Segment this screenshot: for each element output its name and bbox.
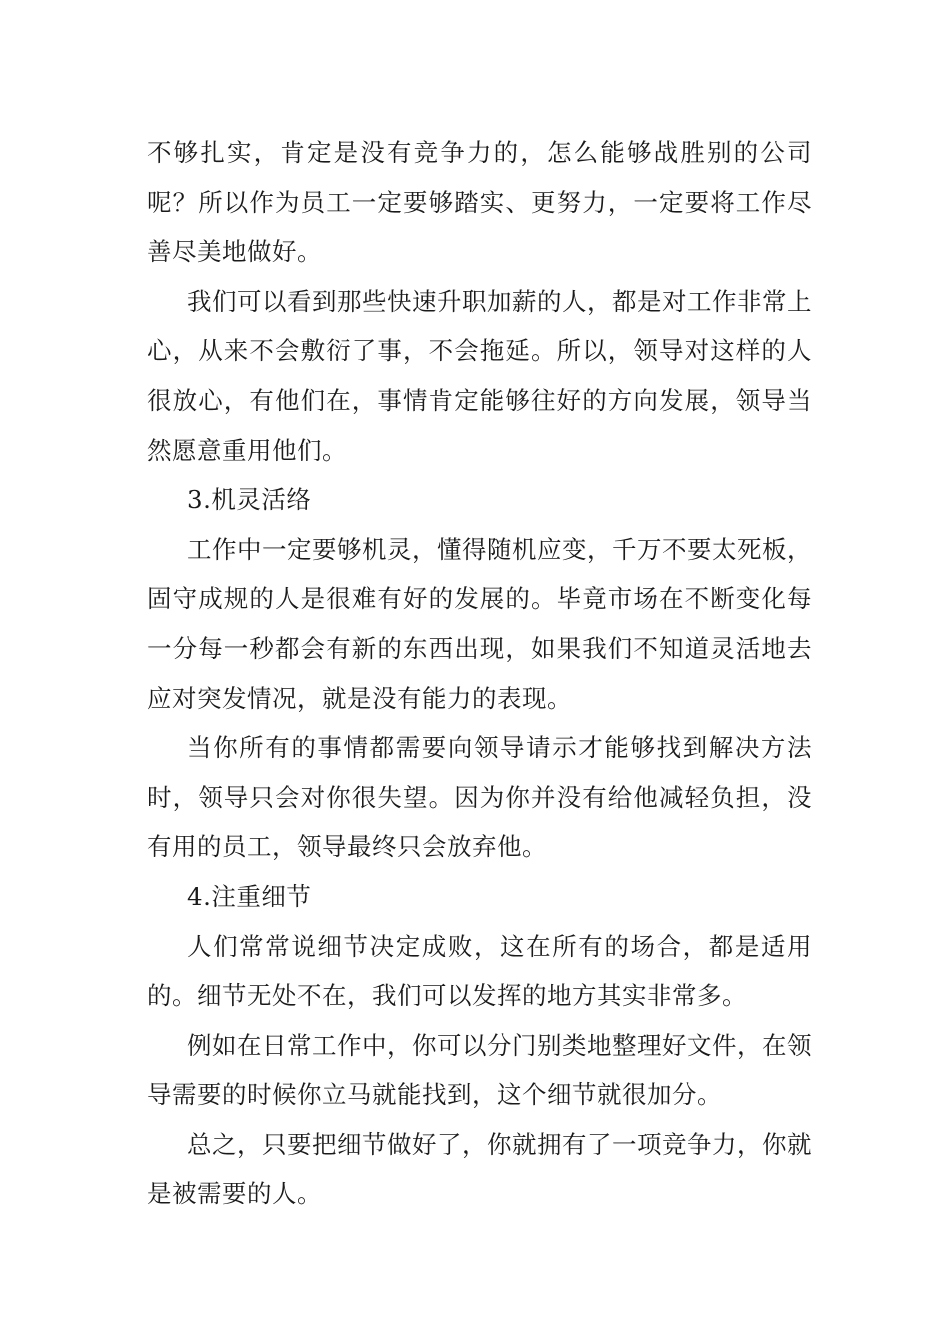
document-body <box>147 128 812 1219</box>
paragraph: 我们可以看到那些快速升职加薪的人，都是对工作非常上心，从来不会敷衍了事，不会拖延。所以，领导对这样的人很放心，有他们在，事情肯定能够往好的方向发展，领导当然愿意重用他们。 <box>147 286 812 465</box>
paragraph: 例如在日常工作中，你可以分门别类地整理好文件，在领导需要的时候你立马就能找到，这个细节就很加分。 <box>147 1030 812 1110</box>
paragraph: 工作中一定要够机灵，懂得随机应变，千万不要太死板，固守成规的人是很难有好的发展的。毕竟市场在不断变化每一分每一秒都会有新的东西出现，如果我们不知道灵活地去应对突发情况，就是没有能力的表现。 <box>147 534 812 713</box>
section-heading: 4.注重细节 <box>187 881 312 911</box>
paragraph: 人们常常说细节决定成败，这在所有的场合，都是适用的。细节无处不在，我们可以发挥的地方其实非常多。 <box>147 931 812 1011</box>
paragraph-continuation: 不够扎实，肯定是没有竞争力的，怎么能够战胜别的公司呢？所以作为员工一定要够踏实、更努力，一定要将工作尽善尽美地做好。 <box>147 138 812 267</box>
section-heading: 3.机灵活络 <box>187 485 312 515</box>
paragraph: 总之，只要把细节做好了，你就拥有了一项竞争力，你就是被需要的人。 <box>147 1129 812 1209</box>
paragraph: 当你所有的事情都需要向领导请示才能够找到解决方法时，领导只会对你很失望。因为你并没有给他减轻负担，没有用的员工，领导最终只会放弃他。 <box>147 733 812 862</box>
